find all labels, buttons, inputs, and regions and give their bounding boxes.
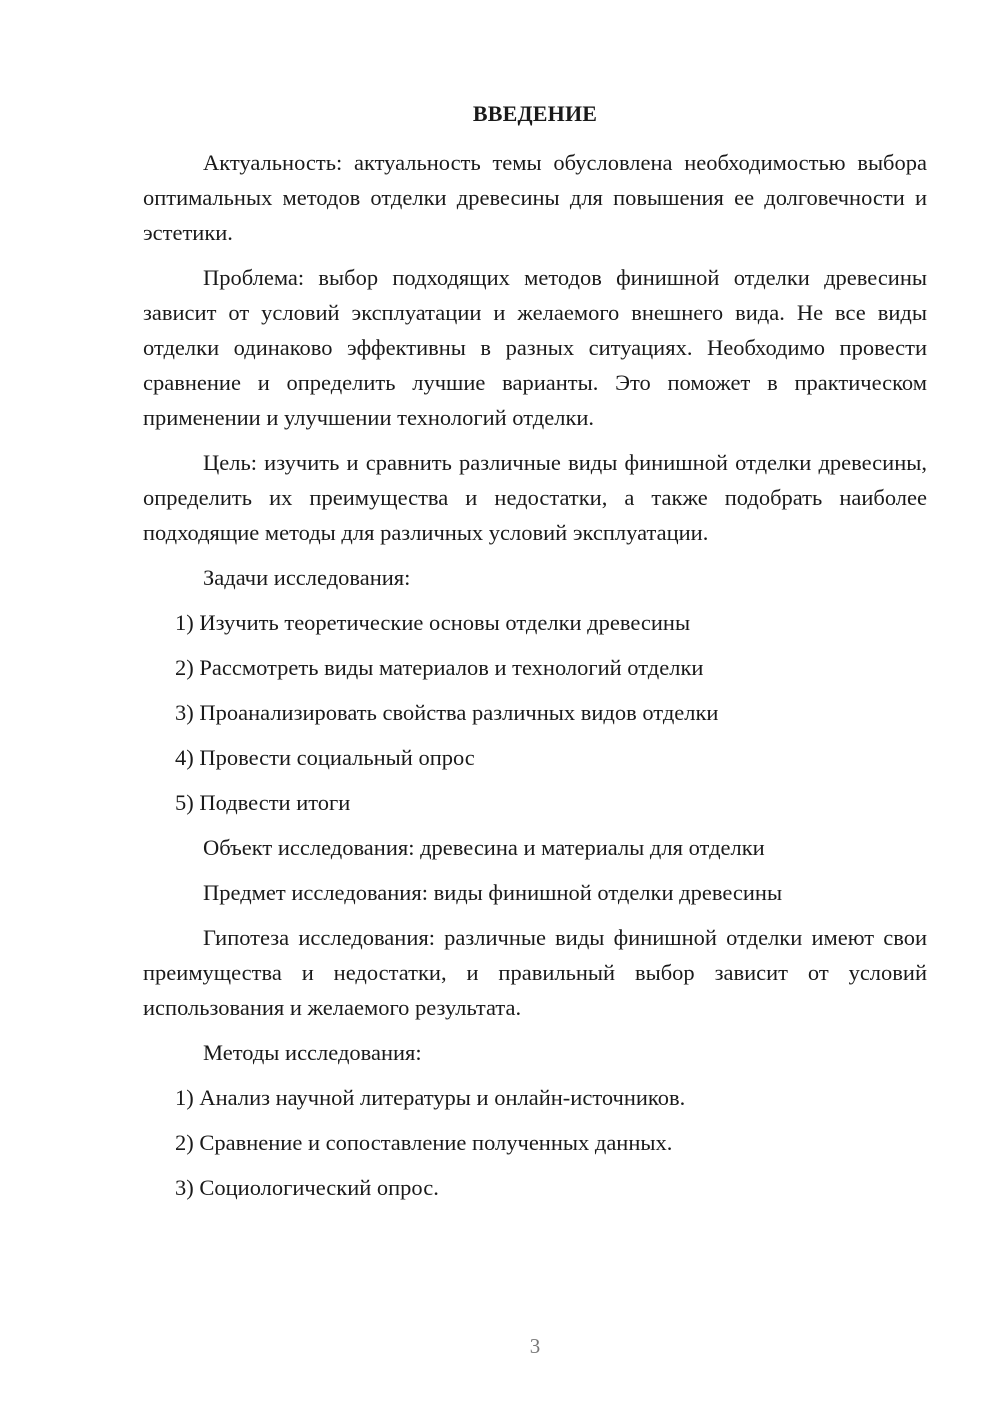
task-item: 3) Проанализировать свойства различных видов отделки [175, 700, 719, 725]
page-content [143, 96, 927, 1215]
methods-list [143, 1080, 927, 1205]
task-item: 4) Провести социальный опрос [175, 745, 475, 770]
method-item: 3) Социологический опрос. [175, 1175, 439, 1200]
tasks-list [143, 605, 927, 820]
relevance-paragraph: Актуальность: актуальность темы обусловлена необходимостью выбора оптимальных методов отделки древесины для повышения ее долговечности и эстетики. [143, 150, 927, 245]
task-item: 1) Изучить теоретические основы отделки древесины [175, 610, 691, 635]
research-object: Объект исследования: древесина и материалы для отделки [203, 835, 765, 860]
task-item: 2) Рассмотреть виды материалов и технологий отделки [175, 655, 704, 680]
task-item: 5) Подвести итоги [175, 790, 351, 815]
section-heading: ВВЕДЕНИЕ [472, 101, 598, 126]
hypothesis-paragraph: Гипотеза исследования: различные виды финишной отделки имеют свои преимущества и недостатки, и правильный выбор зависит от условий использования и желаемого результата. [143, 925, 927, 1020]
problem-paragraph: Проблема: выбор подходящих методов финишной отделки древесины зависит от условий эксплуатации и желаемого внешнего вида. Не все виды отделки одинаково эффективны в разных ситуациях. Необходимо провести сравнение и определить лучшие варианты. Это поможет в практическом применении и улучшении технологий отделки. [143, 265, 927, 430]
method-item: 2) Сравнение и сопоставление полученных данных. [175, 1130, 673, 1155]
research-subject: Предмет исследования: виды финишной отделки древесины [203, 880, 783, 905]
goal-paragraph: Цель: изучить и сравнить различные виды финишной отделки древесины, определить их преимущества и недостатки, а также подобрать наиболее подходящие методы для различных условий эксплуатации. [143, 450, 927, 545]
method-item: 1) Анализ научной литературы и онлайн-источников. [175, 1085, 686, 1110]
page-number: 3 [529, 1334, 541, 1358]
tasks-title: Задачи исследования: [203, 565, 411, 590]
methods-title: Методы исследования: [203, 1040, 422, 1065]
